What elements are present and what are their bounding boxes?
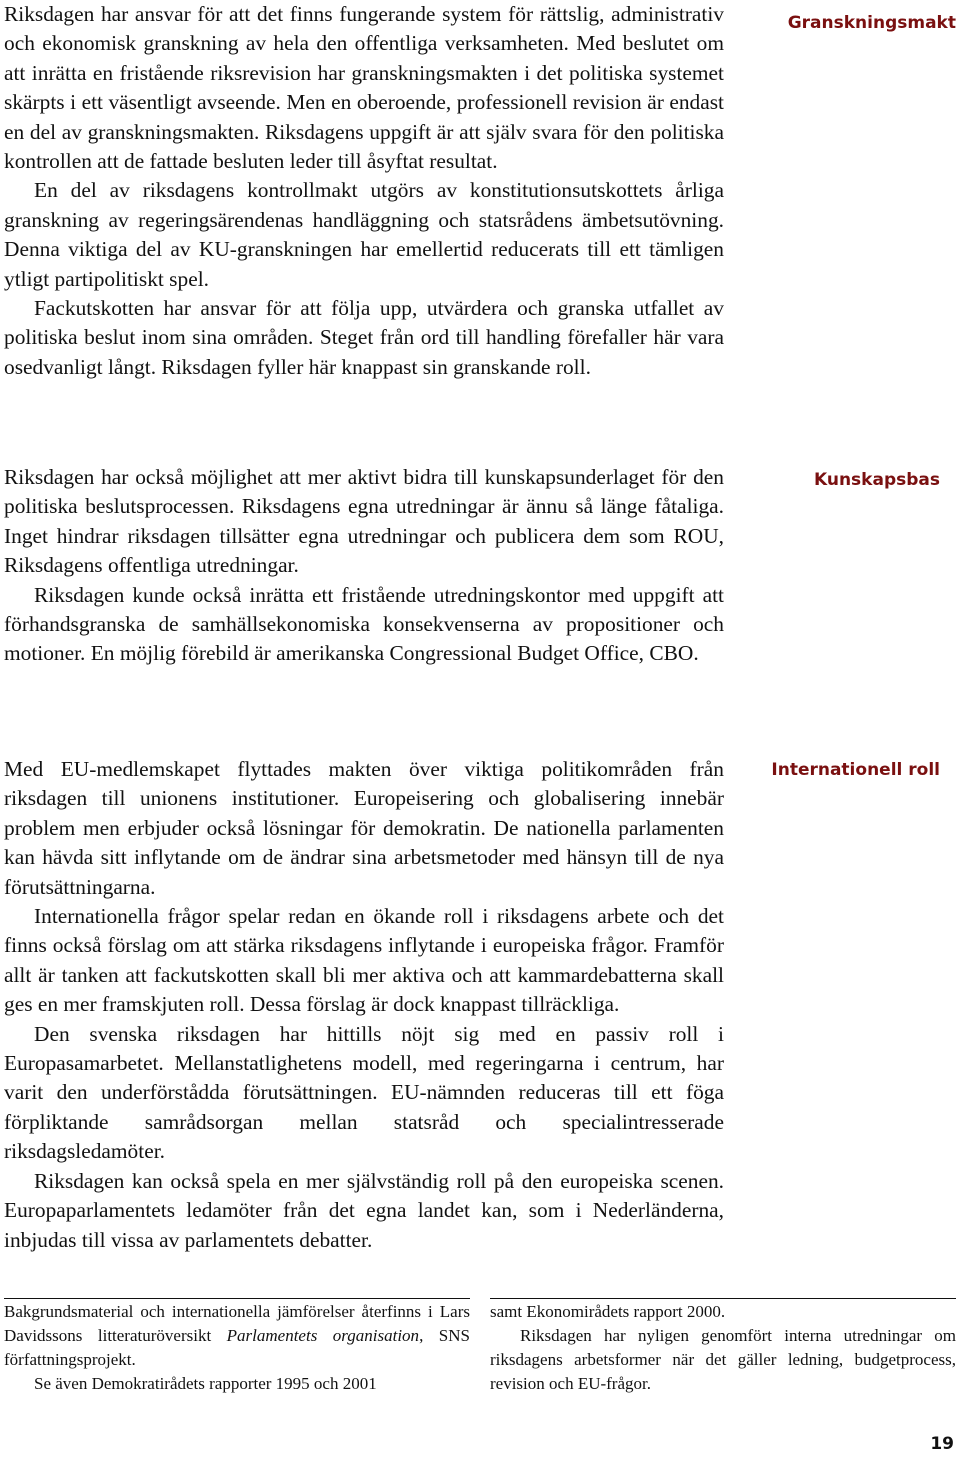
paragraph: Riksdagen kan också spela en mer självständig roll på den europeiska scenen. Europaparlamentets ledamöter från det egna landet kan, som i Nederländerna, inbjudas till vissa av parlamentets debatter. xyxy=(4,1168,724,1252)
page-number: 19 xyxy=(930,1434,954,1454)
margin-heading-internationell-roll: Internationell roll xyxy=(771,760,940,780)
paragraph: Riksdagen kunde också inrätta ett fristående utredningskontor med uppgift att förhandsgranska de samhällsekonomiska konsekvenserna av propositioner och motioner. En möjlig förebild är amerikanska Congressional Budget Office, CBO. xyxy=(4,582,724,666)
footnote-paragraph: Riksdagen har nyligen genomfört interna utredningar om riksdagens arbetsformer när det gäller ledning, budgetprocess, revision och EU-frågor. xyxy=(490,1326,956,1393)
paragraph: Riksdagen har också möjlighet att mer aktivt bidra till kunskapsunderlaget för den politiska beslutsprocessen. Riksdagens egna utredningar är ännu så länge fåtaliga. Inget hindrar riksdagen tillsätter egna utredningar och publicera dem som ROU, Riksdagens offentliga utredningar. xyxy=(4,465,724,578)
margin-heading-kunskapsbas: Kunskapsbas xyxy=(813,470,940,490)
paragraph: En del av riksdagens kontrollmakt utgörs av konstitutionsutskottets årliga granskning av regeringsärendenas handläggning och statsrådens ämbetsutövning. Denna viktiga del av KU-granskningen har emellertid reducerats till ett tämligen ytligt partipolitiskt spel. xyxy=(4,178,724,291)
section-granskningsmakt xyxy=(4,0,724,382)
footnote-title-italic: Parlamentets organisation xyxy=(226,1326,420,1345)
footnote-divider-left xyxy=(4,1298,470,1299)
footnote-divider-right xyxy=(490,1298,956,1299)
margin-heading-granskningsmakt: Granskningsmakt xyxy=(787,13,956,33)
footnote-paragraph: samt Ekonomirådets rapport 2000. xyxy=(490,1302,726,1321)
paragraph: Fackutskotten har ansvar för att följa upp, utvärdera och granska utfallet av politiska beslut inom sina områden. Steget från ord till handling förefaller här vara osedvanligt långt. Riksdagen fyller här knappast sin granskande roll. xyxy=(4,296,724,379)
paragraph: Med EU-medlemskapet flyttades makten över viktiga politikområden från riksdagen till unionens institutioner. Europeisering och globalisering innebär problem men erbjuder också lösningar för demokratin. De nationella parlamenten kan hävda sitt inflytande om de ändrar sina arbetsmetoder med hänsyn till de nya förutsättningarna. xyxy=(4,757,724,899)
footnote-text: Bakgrundsmaterial och internationella jämförelser återfinns i Lars Davidssons litteraturöversikt xyxy=(4,1302,470,1345)
paragraph: Riksdagen har ansvar för att det finns fungerande system för rättslig, administrativ och ekonomisk granskning av hela den offentliga verksamheten. Med beslutet om att inrätta en fristående riksrevision har granskningsmakten i det politiska systemet skärpts i ett väsentligt avseende. Men en oberoende, professionell revision är endast en del av granskningsmakten. Riksdagens uppgift är att själv svara för den politiska kontrollen att de fattade besluten leder till åsyftat resultat. xyxy=(4,2,724,174)
paragraph: Internationella frågor spelar redan en ökande roll i riksdagens arbete och det finns också förslag om att stärka riksdagens inflytande i europeiska frågor. Framför allt är tanken att fackutskotten skall bli mer aktiva och att kammardebatterna skall ges en mer framskjuten roll. Dessa förslag är dock knappast tillräckliga. xyxy=(4,904,724,1017)
section-internationell-roll xyxy=(4,755,724,1255)
section-kunskapsbas xyxy=(4,463,724,669)
footnote-right xyxy=(490,1300,956,1396)
footnote-paragraph xyxy=(4,1300,470,1372)
footnote-left xyxy=(4,1300,470,1396)
paragraph: Den svenska riksdagen har hittills nöjt sig med en passiv roll i Europasamarbetet. Mellanstatlighetens modell, med regeringarna i centrum, har varit den underförstådda förutsättningen. EU-nämnden reduceras till ett föga förpliktande samrådsorgan mellan statsråd och specialintresserade riksdagsledamöter. xyxy=(4,1021,724,1164)
footnote-text: , SNS författningsprojekt. xyxy=(4,1326,470,1369)
footnote-paragraph: Se även Demokratirådets rapporter 1995 och 2001 xyxy=(34,1374,377,1393)
